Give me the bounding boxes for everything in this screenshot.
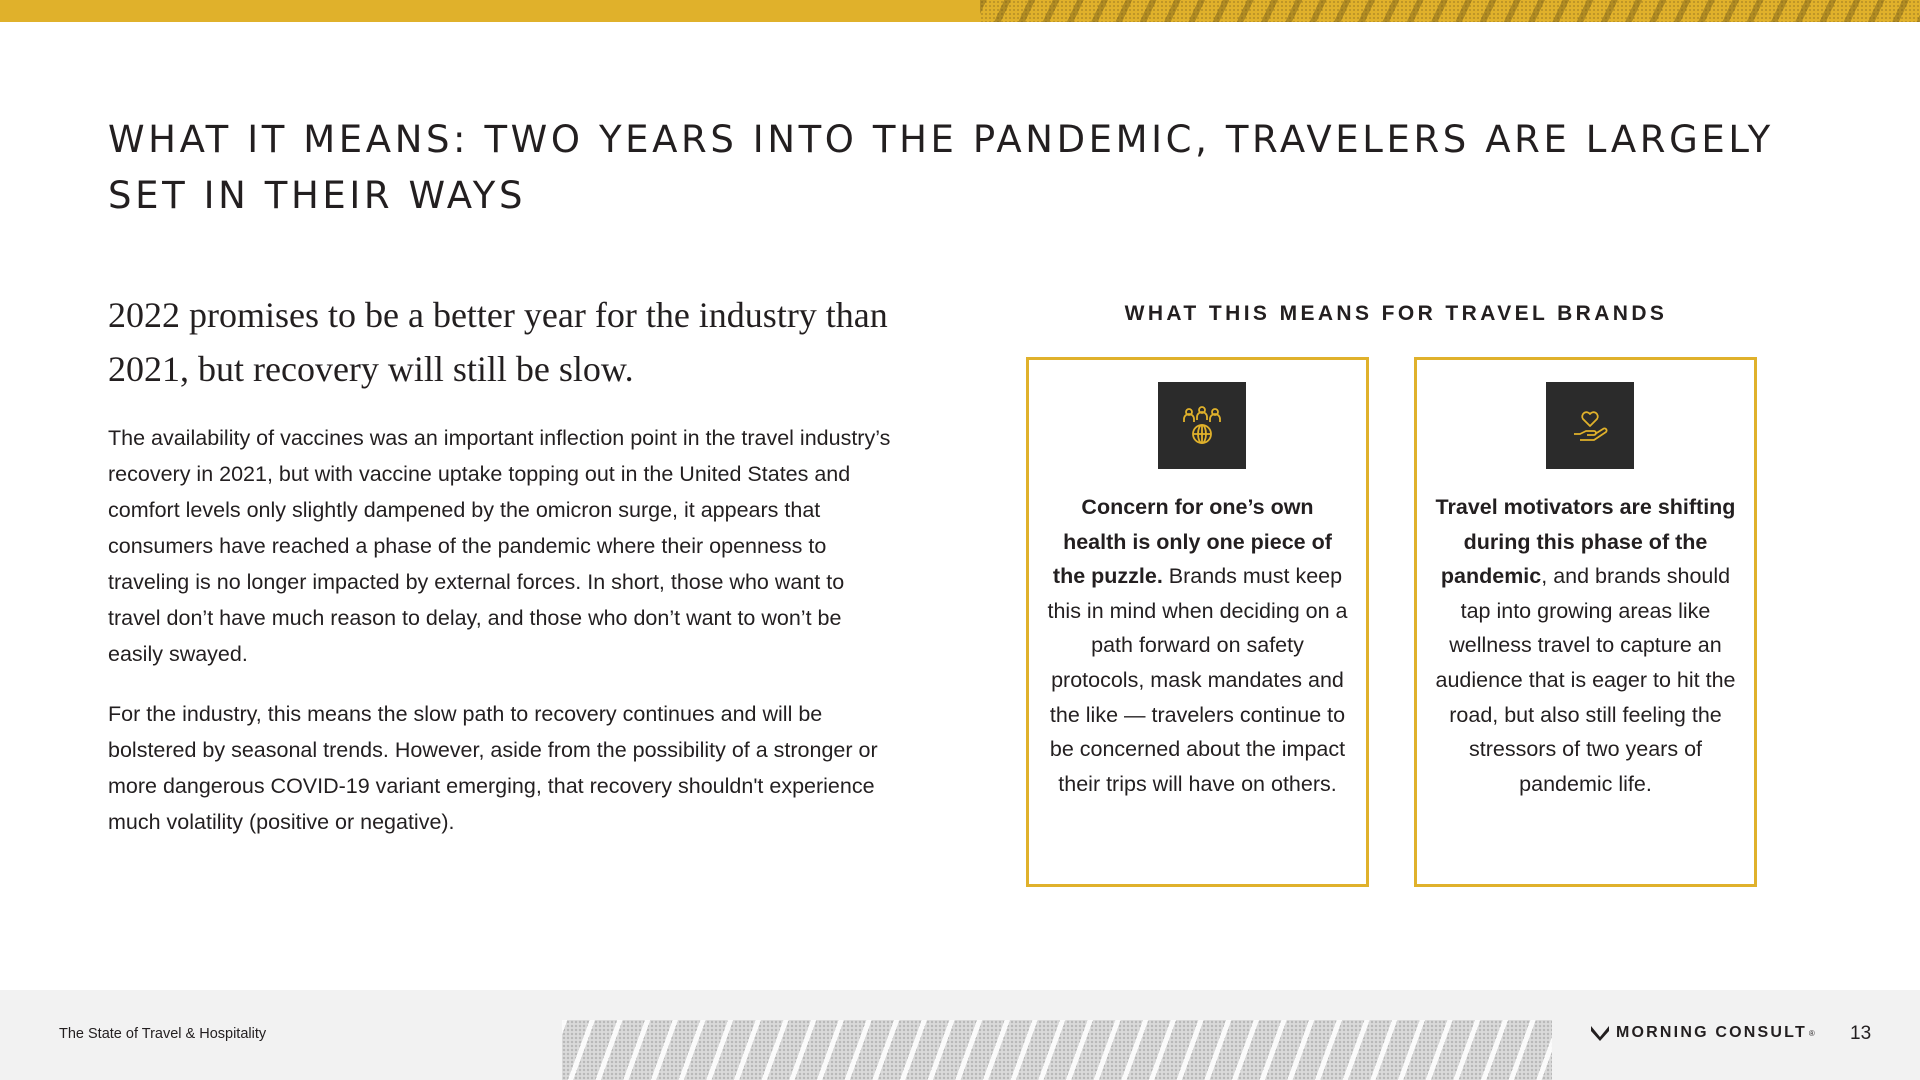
card-bold-text: Concern for one’s own health is only one piece of the puzzle. xyxy=(1052,495,1332,589)
body-paragraph-2: For the industry, this means the slow path to recovery continues and will be bolstered by seasonal trends. However, aside from the possibility of a stronger or more dangerous COVID-19 variant emerging, that recovery shouldn't experience much volatility (positive or negative). xyxy=(108,702,878,834)
insight-card-motivators xyxy=(1414,357,1757,887)
page-title: WHAT IT MEANS: TWO YEARS INTO THE PANDEMIC, TRAVELERS ARE LARGELY SET IN THEIR WAYS xyxy=(108,118,1774,217)
section-label: WHAT THIS MEANS FOR TRAVEL BRANDS xyxy=(1124,302,1668,325)
brand-trademark: ® xyxy=(1808,1028,1815,1038)
footer xyxy=(0,990,1920,1080)
report-name: The State of Travel & Hospitality xyxy=(59,1026,267,1042)
card-body-text: , and brands should tap into growing areas like wellness travel to capture an audience that is eager to hit the road, but also still feeling the stressors of two years of pandemic life. xyxy=(1435,564,1736,796)
card-body-text: Brands must keep this in mind when deciding on a path forward on safety protocols, mask mandates and the like — travelers continue to be concerned about the impact their trips will have on others. xyxy=(1047,564,1348,796)
page-number: 13 xyxy=(1850,1023,1872,1044)
body-paragraph-1: The availability of vaccines was an important inflection point in the travel industry’s recovery in 2021, but with vaccine uptake topping out in the United States and comfort levels only slightly dampened by the omicron surge, it appears that consumers have reached a phase of the pandemic where their openness to traveling is no longer impacted by external forces. In short, those who want to travel don’t have much reason to delay, and those who don’t want to won’t be easily swayed. xyxy=(108,426,891,666)
brand-mark-icon xyxy=(1590,1024,1610,1042)
card-bold-text: Travel motivators are shifting during this phase of the pandemic xyxy=(1435,495,1736,589)
footer-texture xyxy=(562,1020,1552,1080)
top-accent-bar xyxy=(0,0,1920,22)
lede-statement: 2022 promises to be a better year for the industry than 2021, but recovery will still be slow. xyxy=(108,295,888,389)
heart-hand-icon xyxy=(1546,382,1634,469)
insight-card-health xyxy=(1026,357,1369,887)
card-text-health xyxy=(1047,490,1348,801)
brand-logo xyxy=(1590,1024,1815,1042)
people-globe-icon xyxy=(1158,382,1246,469)
card-text-motivators xyxy=(1435,490,1736,801)
brand-name: MORNING CONSULT xyxy=(1616,1024,1807,1041)
top-bar-texture xyxy=(980,0,1920,22)
